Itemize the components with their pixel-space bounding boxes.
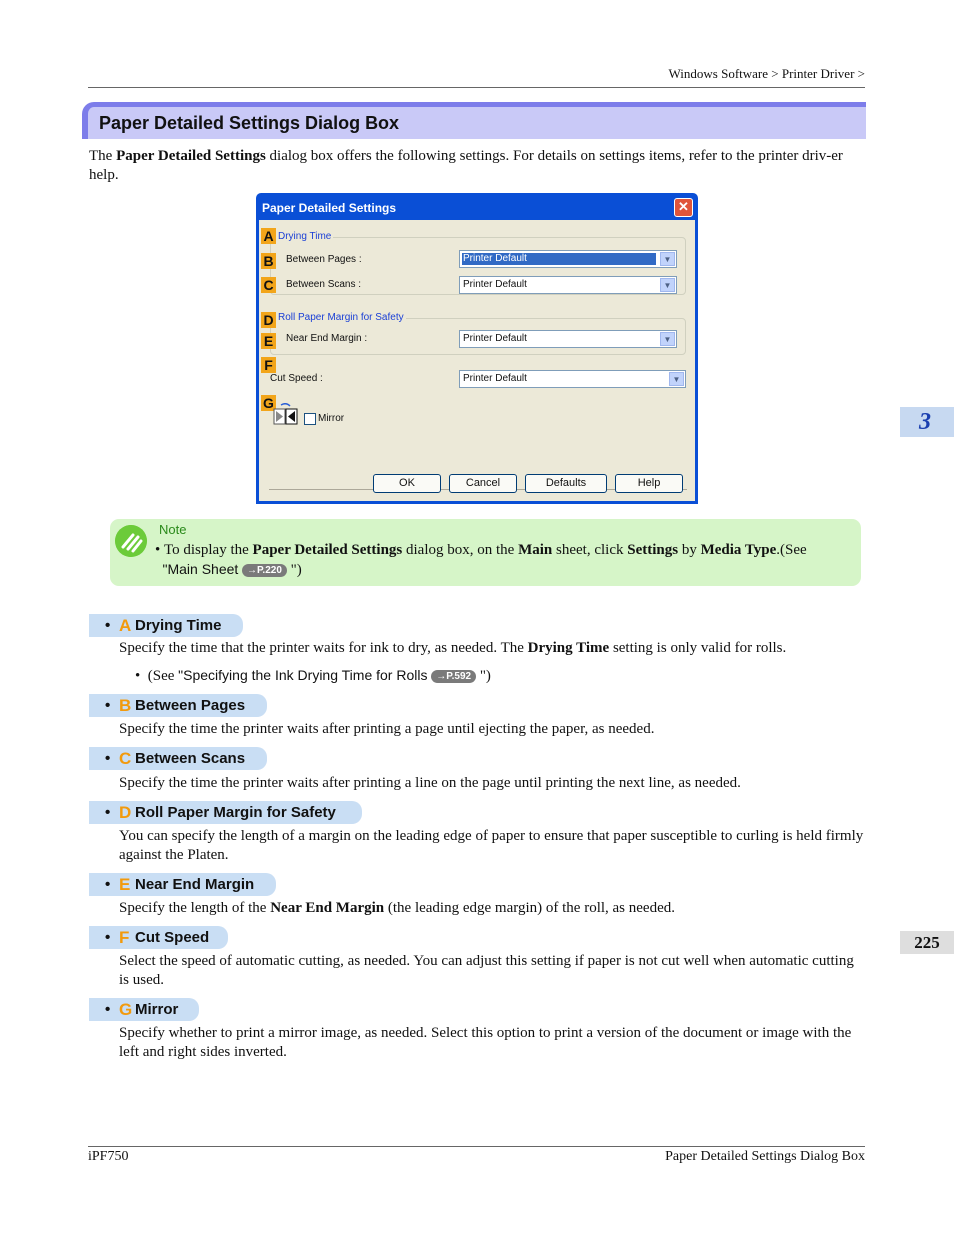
chapter-tab[interactable]: 3 bbox=[900, 407, 954, 437]
chevron-down-icon[interactable]: ▼ bbox=[660, 252, 675, 266]
defaults-button[interactable]: Defaults bbox=[525, 474, 607, 493]
item-body-between-pages: Specify the time the printer waits after printing a page until ejecting the paper, as needed. bbox=[119, 721, 655, 737]
item-header-between-pages bbox=[89, 694, 267, 717]
item-title: Drying Time bbox=[135, 617, 222, 634]
page-ref-badge[interactable]: →P.592 bbox=[431, 670, 476, 683]
bullet: • bbox=[105, 929, 111, 946]
note-text-2: dialog box, on the bbox=[402, 542, 519, 558]
intro-paragraph bbox=[89, 147, 865, 185]
callout-letter-g: G bbox=[261, 395, 276, 411]
note-title: Note bbox=[159, 522, 187, 537]
note-box bbox=[110, 519, 861, 586]
item-body-mirror: Specify whether to print a mirror image, as needed. Select this option to print a version of the document or image with the left and right sides inverted. bbox=[119, 1025, 852, 1060]
note-bold-2: Main bbox=[518, 542, 553, 558]
bullet: • bbox=[105, 876, 111, 893]
section-title: Paper Detailed Settings Dialog Box bbox=[99, 113, 400, 133]
cut-speed-label: Cut Speed : bbox=[270, 373, 323, 384]
mirror-icon bbox=[273, 403, 299, 425]
note-bold-3: Settings bbox=[627, 542, 679, 558]
item-header-between-scans bbox=[89, 747, 267, 770]
intro-text-2: dialog box offers the following settings. For details on settings items, refer to the printer driv-er help. bbox=[89, 148, 843, 183]
item-title: Roll Paper Margin for Safety bbox=[135, 804, 336, 821]
footer-section: Paper Detailed Settings Dialog Box bbox=[665, 1149, 865, 1164]
item-letter: F bbox=[119, 928, 130, 947]
item-letter: G bbox=[119, 1000, 133, 1019]
note-text-4: by bbox=[678, 542, 701, 558]
item-body-drying-time bbox=[119, 639, 865, 658]
chevron-down-icon[interactable]: ▼ bbox=[660, 278, 675, 292]
callout-letter-b: B bbox=[261, 253, 276, 269]
item-text: (the leading edge margin) of the roll, as needed. bbox=[384, 900, 675, 916]
item-letter: E bbox=[119, 875, 131, 894]
item-header-near-end-margin bbox=[89, 873, 276, 896]
cut-speed-select[interactable] bbox=[459, 370, 686, 388]
callout-letter-a: A bbox=[261, 228, 276, 244]
note-text-end: ") bbox=[290, 562, 302, 578]
item-header-cut-speed bbox=[89, 926, 228, 949]
dialog-title: Paper Detailed Settings bbox=[262, 201, 397, 215]
help-button[interactable]: Help bbox=[615, 474, 683, 493]
chevron-down-icon[interactable]: ▼ bbox=[660, 332, 675, 346]
item-text: setting is only valid for rolls. bbox=[609, 640, 787, 656]
between-pages-value: Printer Default bbox=[462, 253, 656, 265]
bullet: • bbox=[135, 668, 141, 684]
note-text-1: To display the bbox=[164, 542, 253, 558]
intro-bold: Paper Detailed Settings bbox=[116, 148, 266, 164]
item-letter: D bbox=[119, 803, 132, 822]
cut-speed-value: Printer Default bbox=[463, 373, 527, 384]
callout-letter-e: E bbox=[261, 333, 276, 349]
item-body-cut-speed: Select the speed of automatic cutting, as needed. You can adjust this setting if paper is not cut well when automatic cutting is used. bbox=[119, 953, 854, 988]
item-header-drying-time bbox=[89, 614, 243, 637]
ink-drying-link[interactable]: "Specifying the Ink Drying Time for Rolls bbox=[178, 667, 428, 683]
header-rule bbox=[88, 87, 865, 88]
bullet: • bbox=[105, 804, 111, 821]
footer-rule bbox=[88, 1146, 865, 1147]
callout-letter-d: D bbox=[261, 312, 276, 328]
bullet: • bbox=[105, 750, 111, 767]
note-bold-1: Paper Detailed Settings bbox=[252, 542, 403, 558]
item-title: Between Pages bbox=[135, 697, 246, 714]
sub-text-end: ") bbox=[479, 668, 491, 684]
item-title: Near End Margin bbox=[135, 876, 255, 893]
item-title: Cut Speed bbox=[135, 929, 210, 946]
close-icon[interactable]: ✕ bbox=[674, 198, 693, 217]
chevron-down-icon[interactable]: ▼ bbox=[669, 372, 684, 386]
sub-bullet-drying-ref bbox=[135, 667, 491, 685]
breadcrumb: Windows Software > Printer Driver > bbox=[668, 66, 865, 81]
ok-button[interactable]: OK bbox=[373, 474, 441, 493]
item-letter: A bbox=[119, 616, 132, 635]
sub-text: (See bbox=[147, 668, 179, 684]
main-sheet-link[interactable]: "Main Sheet bbox=[162, 561, 239, 577]
near-end-margin-label: Near End Margin : bbox=[286, 333, 368, 344]
between-pages-label: Between Pages : bbox=[286, 254, 362, 265]
near-end-margin-select[interactable] bbox=[459, 330, 677, 348]
drying-time-group-label: Drying Time bbox=[278, 231, 332, 242]
bullet: • bbox=[105, 697, 111, 714]
item-bold: Drying Time bbox=[527, 640, 610, 656]
item-letter: B bbox=[119, 696, 132, 715]
item-text: Specify the length of the bbox=[119, 900, 271, 916]
pencil-icon bbox=[115, 525, 147, 557]
item-body-between-scans: Specify the time the printer waits after printing a line on the page until printing the next line, as needed. bbox=[119, 775, 741, 791]
item-title: Mirror bbox=[135, 1001, 179, 1018]
callout-letter-c: C bbox=[261, 277, 276, 293]
between-pages-select[interactable] bbox=[459, 250, 677, 268]
mirror-checkbox[interactable] bbox=[304, 413, 316, 425]
section-header bbox=[82, 102, 866, 139]
note-text-5: .(See bbox=[776, 542, 807, 558]
page-ref-badge[interactable]: →P.220 bbox=[242, 564, 287, 577]
item-letter: C bbox=[119, 749, 132, 768]
callout-letter-f: F bbox=[261, 357, 276, 373]
bullet: • bbox=[105, 1001, 111, 1018]
item-body-roll-paper-margin: You can specify the length of a margin on the leading edge of paper to ensure that paper susceptible to curling is held firmly against the Platen. bbox=[119, 828, 864, 863]
bullet: • bbox=[155, 542, 161, 558]
note-bold-4: Media Type bbox=[700, 542, 777, 558]
note-text bbox=[155, 541, 855, 580]
footer-model: iPF750 bbox=[88, 1149, 129, 1164]
item-body-near-end-margin bbox=[119, 899, 865, 918]
cancel-button[interactable]: Cancel bbox=[449, 474, 517, 493]
intro-text-1: The bbox=[89, 148, 117, 164]
item-header-mirror bbox=[89, 998, 199, 1021]
item-bold: Near End Margin bbox=[270, 900, 385, 916]
item-text: Specify the time that the printer waits for ink to dry, as needed. The bbox=[119, 640, 528, 656]
between-scans-value: Printer Default bbox=[463, 279, 527, 290]
margin-group-label: Roll Paper Margin for Safety bbox=[278, 312, 404, 323]
dialog-body bbox=[259, 220, 695, 501]
page-number: 225 bbox=[900, 931, 954, 954]
near-end-margin-value: Printer Default bbox=[463, 333, 527, 344]
bullet: • bbox=[105, 617, 111, 634]
note-text-3: sheet, click bbox=[552, 542, 628, 558]
between-scans-label: Between Scans : bbox=[286, 279, 362, 290]
mirror-label: Mirror bbox=[318, 413, 345, 424]
item-title: Between Scans bbox=[135, 750, 246, 767]
item-header-roll-paper-margin bbox=[89, 801, 362, 824]
paper-detailed-settings-dialog bbox=[256, 193, 698, 504]
between-scans-select[interactable] bbox=[459, 276, 677, 294]
